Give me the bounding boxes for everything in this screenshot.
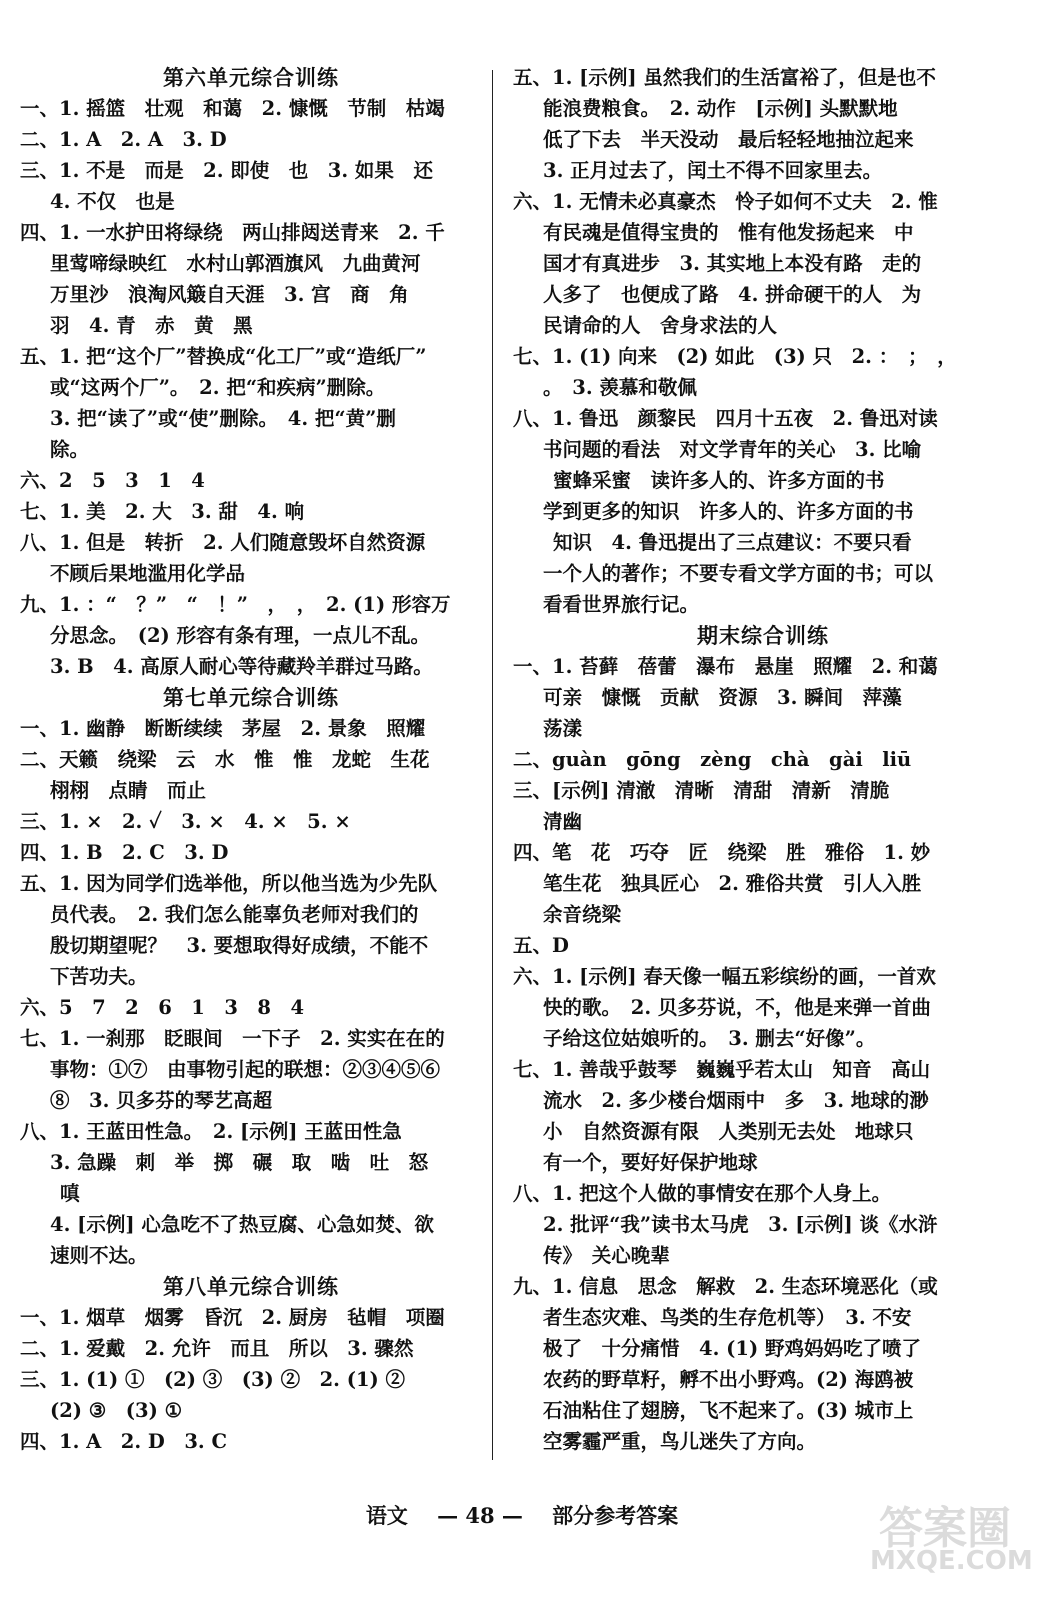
answer-line: 五、1. 把“这个厂”替换成“化工厂”或“造纸厂” [20,345,427,368]
answer-line: 六、2 5 3 1 4 [20,469,205,492]
answer-line: 人多了 也便成了路 4. 拼命硬干的人 为 [543,283,922,306]
answer-line: 三、1. × 2. ✓ 3. × 4. × 5. × [20,810,351,833]
section-title-unit6: 第六单元综合训练 [163,65,339,90]
answer-line: 笔生花 独具匠心 2. 雅俗共赏 引人入胜 [543,872,922,895]
answer-line: 九、1. ：“ ？” “ ！” ， ， 2. (1) 形容万 [20,593,451,616]
answer-line: 者生态灾难、鸟类的生存危机等） 3. 不安 [543,1306,912,1329]
answer-line: 六、1. [示例] 春天像一幅五彩缤纷的画，一首欢 [513,965,936,988]
answer-line: 除。 [50,438,90,461]
answer-line: 不顾后果地滥用化学品 [50,562,246,585]
answer-line: 四、1. A 2. D 3. C [20,1430,227,1453]
answer-line: 二、guàn gōng zèng chà gài liū [513,748,912,771]
answer-line: 八、1. 把这个人做的事情安在那个人身上。 [513,1182,892,1205]
answer-line: 五、1. 因为同学们选举他，所以他当选为少先队 [20,872,438,895]
page-number: — 48 — [437,1503,523,1528]
answer-line: 栩栩 点睛 而止 [50,779,207,802]
answer-line: (2) ③ (3) ① [50,1399,183,1422]
answer-line: 余音绕梁 [543,903,622,926]
answer-line: 八、1. 但是 转折 2. 人们随意毁坏自然资源 [20,531,426,554]
footer-label: 部分参考答案 [552,1503,679,1528]
answer-line: 三、1. (1) ① (2) ③ (3) ② 2. (1) ② [20,1368,406,1391]
section-title-unit8: 第八单元综合训练 [163,1274,339,1299]
answer-line: 六、5 7 2 6 1 3 8 4 [20,996,305,1019]
answer-line: 一、1. 烟草 烟雾 昏沉 2. 厨房 毡帽 项圈 [20,1306,445,1329]
answer-line: 八、1. 王蓝田性急。 2. [示例] 王蓝田性急 [20,1120,402,1143]
answer-line: 可亲 慷慨 贡献 资源 3. 瞬间 萍藻 [543,686,902,709]
answer-line: 四、1. B 2. C 3. D [20,841,229,864]
right-column [513,62,1013,1457]
answer-line: 二、1. A 2. A 3. D [20,128,227,151]
answer-line: 蜜蜂采蜜 读许多人的、许多方面的书 [553,469,885,492]
answer-line: 4. [示例] 心急吃不了热豆腐、心急如焚、欲 [50,1213,434,1236]
answer-line: 一、1. 摇篮 壮观 和蔼 2. 慷慨 节制 枯竭 [20,97,445,120]
answer-line: 分思念。 (2) 形容有条有理，一点儿不乱。 [50,624,431,647]
answer-line: 七、1. 一刹那 眨眼间 一下子 2. 实实在在的 [20,1027,445,1050]
answer-line: 荡漾 [543,717,583,740]
answer-line: 三、[示例] 清澈 清晰 清甜 清新 清脆 [513,779,890,802]
answer-line: 事物：①⑦ 由事物引起的联想：②③④⑤⑥ [50,1058,441,1081]
answer-line: 一、1. 幽静 断断续续 茅屋 2. 景象 照耀 [20,717,426,740]
footer-subject: 语文 [365,1503,408,1528]
answer-line: 3. B 4. 高原人耐心等待藏羚羊群过马路。 [50,655,433,678]
answer-line: 。 3. 羡慕和敬佩 [543,376,697,399]
section-title-unit7: 第七单元综合训练 [163,685,339,710]
watermark-url: MXQE.COM [870,1546,1033,1576]
answer-line: 羽 4. 青 赤 黄 黑 [50,314,253,337]
answer-line: 快的歌。 2. 贝多芬说，不，他是来弹一首曲 [543,996,931,1019]
answer-line: 殷切期望呢？ 3. 要想取得好成绩，不能不 [50,934,429,957]
answer-line: 看看世界旅行记。 [543,593,700,616]
answer-line: 4. 不仅 也是 [50,190,175,213]
answer-line: 六、1. 无情未必真豪杰 怜子如何不丈夫 2. 惟 [513,190,938,213]
answer-line: 五、D [513,934,569,957]
answer-line: 一、1. 苔藓 蓓蕾 瀑布 悬崖 照耀 2. 和蔼 [513,655,938,678]
answer-line: 3. 急躁 刺 举 掷 碾 取 啮 吐 怒 [50,1151,429,1174]
left-column [20,62,482,1457]
answer-line: 七、1. 善哉乎鼓琴 巍巍乎若太山 知音 高山 [513,1058,931,1081]
answer-line: 民请命的人 舍身求法的人 [543,314,778,337]
answer-line: 九、1. 信息 思念 解救 2. 生态环境恶化（或 [513,1275,938,1298]
answer-line: 3. 把“读了”或“使”删除。 4. 把“黄”删 [50,407,396,430]
answer-line: 下苦功夫。 [50,965,148,988]
answer-line: 七、1. (1) 向来 (2) 如此 (3) 只 2. ： ； ， [513,345,957,368]
answer-line: 或“这两个厂”。 2. 把“和疾病”删除。 [50,376,386,399]
answer-line: 国才有真进步 3. 其实地上本没有路 走的 [543,252,922,275]
answer-line: 有民魂是值得宝贵的 惟有他发扬起来 中 [543,221,914,244]
answer-line: 子给这位姑娘听的。 3. 删去“好像”。 [543,1027,876,1050]
answer-line: 3. 正月过去了，闰土不得不回家里去。 [543,159,883,182]
answer-line: 员代表。 2. 我们怎么能辜负老师对我们的 [50,903,419,926]
answer-line: 学到更多的知识 许多人的、许多方面的书 [543,500,914,523]
answer-line: ⑧ 3. 贝多芬的琴艺高超 [50,1089,273,1112]
answer-line: 一个人的著作；不要专看文学方面的书；可以 [543,562,934,585]
answer-line: 嗔 [60,1182,80,1205]
answer-line: 极了 十分痛惜 4. (1) 野鸡妈妈吃了喷了 [543,1337,921,1360]
section-title-final: 期末综合训练 [697,623,829,648]
answer-line: 农药的野草籽，孵不出小野鸡。(2) 海鸥被 [543,1368,914,1391]
watermark-text: 答案圈 [879,1503,1011,1554]
answer-line: 二、天籁 绕梁 云 水 惟 惟 龙蛇 生花 [20,748,430,771]
answer-line: 五、1. [示例] 虽然我们的生活富裕了，但是也不 [513,66,936,89]
answer-line: 万里沙 浪淘风簸自天涯 3. 宫 商 角 [50,283,409,306]
answer-line: 清幽 [543,810,583,833]
answer-line: 速则不达。 [50,1244,148,1267]
answer-line: 流水 2. 多少楼台烟雨中 多 3. 地球的渺 [543,1089,929,1112]
answer-line: 有一个，要好好保护地球 [543,1151,758,1174]
answer-line: 小 自然资源有限 人类别无去处 地球只 [543,1120,914,1143]
answer-line: 2. 批评“我”读书太马虎 3. [示例] 谈《水浒 [543,1213,938,1236]
answer-line: 三、1. 不是 而是 2. 即使 也 3. 如果 还 [20,159,433,182]
answer-line: 二、1. 爱戴 2. 允许 而且 所以 3. 骤然 [20,1337,414,1360]
answer-line: 四、1. 一水护田将绿绕 两山排闼送青来 2. 千 [20,221,445,244]
answer-line: 八、1. 鲁迅 颜黎民 四月十五夜 2. 鲁迅对读 [513,407,938,430]
answer-line: 传》 关心晚辈 [543,1244,670,1267]
answer-line: 低了下去 半天没动 最后轻轻地抽泣起来 [543,128,914,151]
column-divider [492,70,493,1460]
answer-line: 四、笔 花 巧夺 匠 绕梁 胜 雅俗 1. 妙 [513,841,931,864]
answer-line: 能浪费粮食。 2. 动作 [示例] 头默默地 [543,97,898,120]
answer-line: 空雾霾严重，鸟儿迷失了方向。 [543,1430,817,1453]
answer-line: 石油粘住了翅膀，飞不起来了。(3) 城市上 [543,1399,914,1422]
answer-line: 书问题的看法 对文学青年的关心 3. 比喻 [543,438,922,461]
answer-line: 里莺啼绿映红 水村山郭酒旗风 九曲黄河 [50,252,421,275]
answer-line: 七、1. 美 2. 大 3. 甜 4. 响 [20,500,305,523]
answer-line: 知识 4. 鲁迅提出了三点建议：不要只看 [553,531,912,554]
watermark-logo [870,1492,1033,1582]
